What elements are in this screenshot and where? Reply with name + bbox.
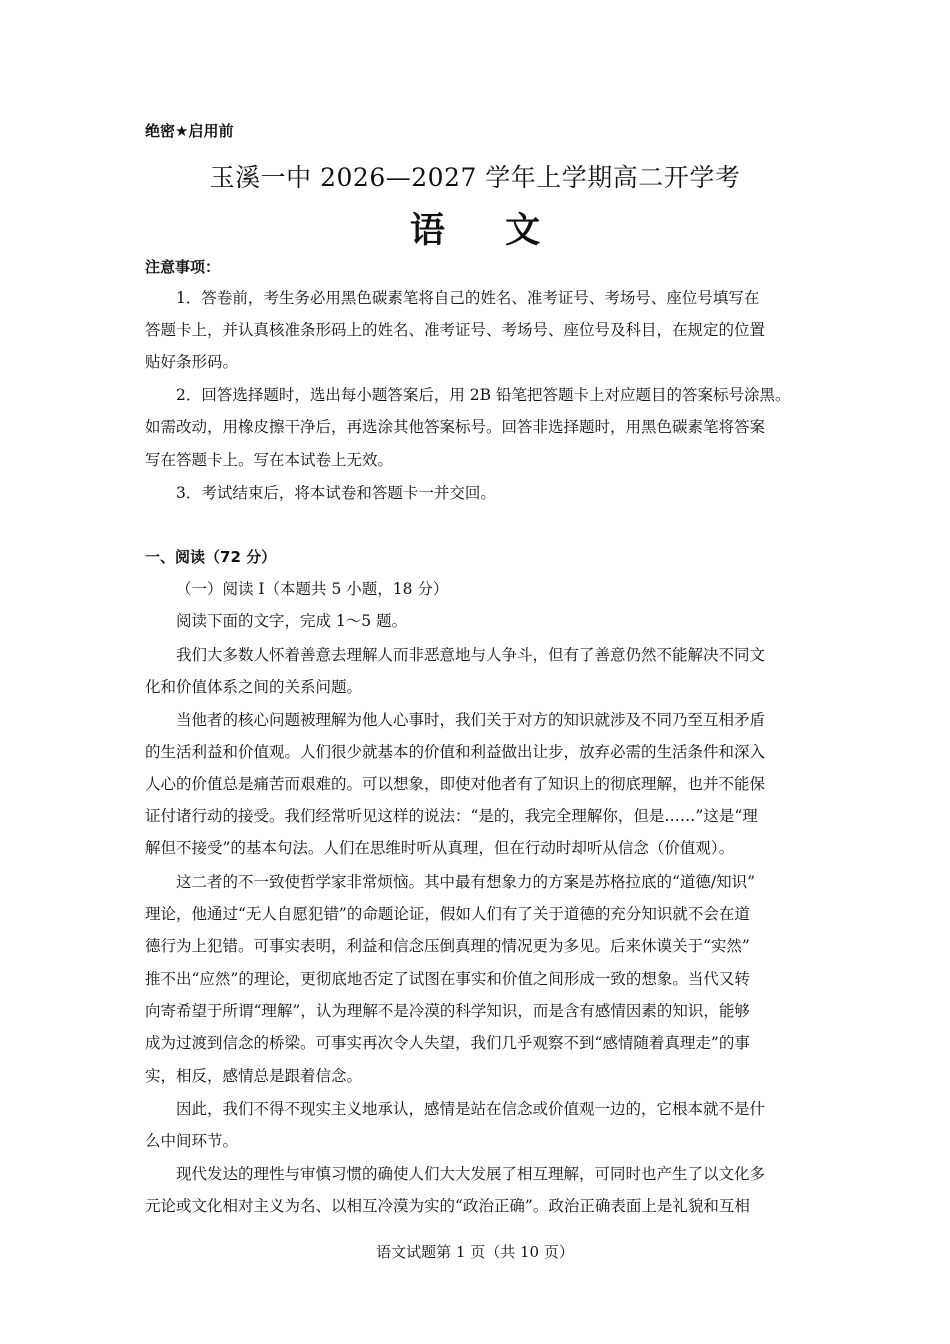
- passage-line: 向寄希望于所谓“理解”，认为理解不是冷漠的科学知识，而是含有感情因素的知识，能够: [145, 1002, 750, 1020]
- passage-line: 我们大多数人怀着善意去理解人而非恶意地与人争斗，但有了善意仍然不能解决不同文: [176, 646, 766, 664]
- passage-line: 的生活利益和价值观。人们很少就基本的价值和利益做出让步，放弃必需的生活条件和深入: [145, 743, 766, 761]
- passage-line: 德行为上犯错。可事实表明，利益和信念压倒真理的情况更为多见。后来休谟关于“实然”: [145, 937, 750, 955]
- passage-line: 么中间环节。: [145, 1132, 239, 1150]
- exam-title: 玉溪一中 2026—2027 学年上学期高二开学考: [209, 163, 741, 192]
- section-heading: 一、阅读（72 分）: [145, 548, 277, 566]
- subject-title: 语 文: [409, 211, 565, 251]
- passage-line: 理论，他通过“无人自愿犯错”的命题论证，假如人们有了关于道德的充分知识就不会在道: [145, 905, 750, 923]
- confidential-label: 绝密★启用前: [145, 122, 234, 140]
- passage-line: 推不出“应然”的理论，更彻底地否定了试图在事实和价值之间形成一致的想象。当代又转: [145, 970, 750, 988]
- notes-line: 写在答题卡上。写在本试卷上无效。: [145, 451, 394, 469]
- page-footer: 语文试题第 1 页（共 10 页）: [376, 1243, 574, 1261]
- passage-line: 证付诸行动的接受。我们经常听见这样的说法：“是的，我完全理解你，但是……”这是“理: [145, 807, 758, 825]
- passage-line: 人心的价值总是痛苦而艰难的。可以想象，即使对他者有了知识上的彻底理解，也并不能保: [145, 775, 766, 793]
- notes-line: 贴好条形码。: [145, 353, 239, 371]
- notes-line: 答题卡上，并认真核准条形码上的姓名、准考证号、考场号、座位号及科目，在规定的位置: [145, 321, 766, 339]
- section-instruction: 阅读下面的文字，完成 1～5 题。: [176, 612, 408, 630]
- notes-heading: 注意事项：: [145, 258, 221, 276]
- notes-line: 2．回答选择题时，选出每小题答案后，用 2B 铅笔把答题卡上对应题目的答案标号涂黑。: [176, 386, 791, 404]
- passage-line: 实，相反，感情总是跟着信念。: [145, 1067, 363, 1085]
- passage-line: 当他者的核心问题被理解为他人心事时，我们关于对方的知识就涉及不同乃至互相矛盾: [176, 711, 766, 729]
- passage-line: 这二者的不一致使哲学家非常烦恼。其中最有想象力的方案是苏格拉底的“道德/知识”: [176, 873, 756, 891]
- notes-line: 如需改动，用橡皮擦干净后，再选涂其他答案标号。回答非选择题时，用黑色碳素笔将答案: [145, 418, 766, 436]
- section-sub-heading: （一）阅读 I（本题共 5 小题，18 分）: [176, 580, 449, 598]
- notes-line: 3．考试结束后，将本试卷和答题卡一并交回。: [176, 484, 496, 502]
- passage-line: 成为过渡到信念的桥梁。可事实再次令人失望，我们几乎观察不到“感情随着真理走”的事: [145, 1034, 750, 1052]
- passage-line: 因此，我们不得不现实主义地承认，感情是站在信念或价值观一边的，它根本就不是什: [176, 1100, 766, 1118]
- passage-line: 现代发达的理性与审慎习惯的确使人们大大发展了相互理解，可同时也产生了以文化多: [176, 1165, 766, 1183]
- passage-line: 化和价值体系之间的关系问题。: [145, 678, 363, 696]
- passage-line: 解但不接受”的基本句法。人们在思维时听从真理，但在行动时却听从信念（价值观）。: [145, 839, 735, 857]
- notes-line: 1．答卷前，考生务必用黑色碳素笔将自己的姓名、准考证号、考场号、座位号填写在: [176, 289, 760, 307]
- passage-line: 元论或文化相对主义为名、以相互冷漠为实的“政治正确”。政治正确表面上是礼貌和互相: [145, 1197, 750, 1215]
